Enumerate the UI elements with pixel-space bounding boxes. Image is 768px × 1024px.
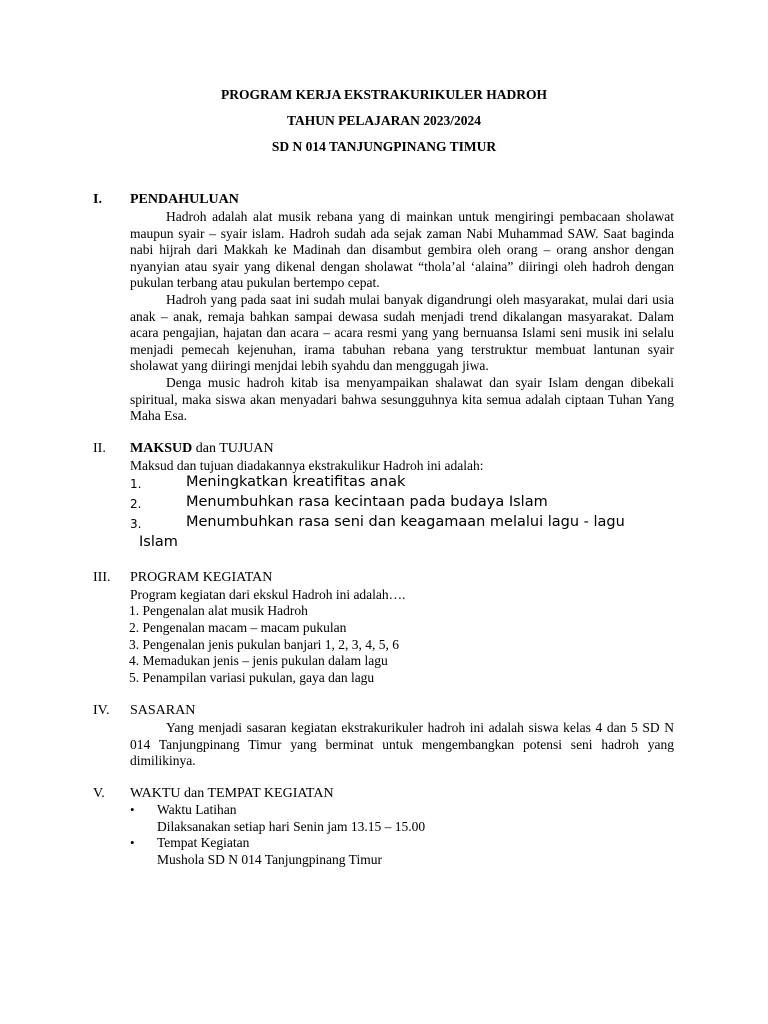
list-item-number: 3. [130, 517, 142, 531]
section-1-paragraph-3: Denga music hadroh kitab isa menyampaikan shalawat dan syair Islam dengan dibekali spiritual, maka siswa akan menyadari bahwa sesungguhnya kita semua adalah ciptaan Tuhan Yang Maha Esa. [130, 375, 674, 424]
section-1-paragraph-2: Hadroh yang pada saat ini sudah mulai banyak digandrungi oleh masyarakat, mulai dari usia anak – anak, remaja bahkan sampai dewasa sudah menjadi trend dikalangan masyarakat. Dalam acara pengajian, hajatan dan acara – acara resmi yang yang bernuansa Islami seni musik ini selalu menjadi pemecah kejenuhan, irama tabuhan rebana yang terstruktur membuat lantunan syair sholawat yang diiringi menjdai lebih syahdu dan menggugah jiwa. [130, 292, 674, 374]
schedule-value: Dilaksanakan setiap hari Senin jam 13.15 – 15.00 [157, 819, 426, 834]
schedule-label: Waktu Latihan [157, 802, 237, 817]
list-item: 5. Penampilan variasi pukulan, gaya dan lagu [129, 670, 375, 685]
list-item-continuation: Islam [139, 534, 178, 550]
section-2-title-rest: dan TUJUAN [192, 441, 274, 456]
list-item: Menumbuhkan rasa kecintaan pada budaya Islam [186, 494, 548, 510]
section-4-number: IV. [93, 703, 110, 718]
list-item: Meningkatkan kreatifitas anak [186, 474, 406, 490]
section-2-title-bold: MAKSUD [130, 441, 193, 456]
section-2-intro: Maksud dan tujuan diadakannya ekstrakulikur Hadroh ini adalah: [130, 458, 484, 473]
section-2-number: II. [93, 441, 106, 456]
section-5-number: V. [93, 786, 105, 801]
section-4-title: SASARAN [130, 703, 196, 718]
document-title: PROGRAM KERJA EKSTRAKURIKULER HADROH [221, 87, 547, 102]
location-label: Tempat Kegiatan [157, 835, 250, 850]
bullet-icon: • [130, 802, 135, 817]
list-item: 4. Memadukan jenis – jenis pukulan dalam lagu [129, 653, 388, 668]
section-5-title: WAKTU dan TEMPAT KEGIATAN [130, 786, 334, 801]
section-3-title: PROGRAM KEGIATAN [130, 570, 273, 585]
list-item-number: 2. [130, 497, 142, 511]
list-item: 1. Pengenalan alat musik Hadroh [129, 603, 308, 618]
section-2-title [130, 441, 274, 457]
section-3-number: III. [93, 570, 111, 585]
section-1-title: PENDAHULUAN [130, 192, 239, 207]
section-1-number: I. [93, 192, 102, 207]
list-item: 2. Pengenalan macam – macam pukulan [129, 620, 347, 635]
document-subtitle-school: SD N 014 TANJUNGPINANG TIMUR [271, 139, 497, 154]
document-subtitle-year: TAHUN PELAJARAN 2023/2024 [286, 113, 481, 128]
section-3-intro: Program kegiatan dari ekskul Hadroh ini adalah…. [130, 587, 406, 602]
list-item: 3. Pengenalan jenis pukulan banjari 1, 2, 3, 4, 5, 6 [129, 637, 399, 652]
list-item: Menumbuhkan rasa seni dan keagamaan melalui lagu - lagu [186, 514, 625, 530]
section-4-paragraph: Yang menjadi sasaran kegiatan ekstrakurikuler hadroh ini adalah siswa kelas 4 dan 5 SD N 014 Tanjungpinang Timur yang berminat untuk mengembangkan potensi seni hadroh yang dimilikinya. [130, 720, 674, 769]
bullet-icon: • [130, 835, 135, 850]
location-value: Mushola SD N 014 Tanjungpinang Timur [157, 852, 382, 867]
list-item-number: 1. [130, 477, 142, 491]
section-1-paragraph-1: Hadroh adalah alat musik rebana yang di mainkan untuk mengiringi pembacaan sholawat maupun syair – syair islam. Hadroh sudah ada sejak zaman Nabi Muhammad SAW. Saat baginda nabi hijrah dari Makkah ke Madinah dan disambut gembira oleh orang – orang anshor dengan nyanyian atau syair yang dikenal dengan sholawat “thola’al ‘alaina” diiringi oleh hadroh dengan pukulan terbang atau pukulan bertempo cepat. [130, 209, 674, 291]
